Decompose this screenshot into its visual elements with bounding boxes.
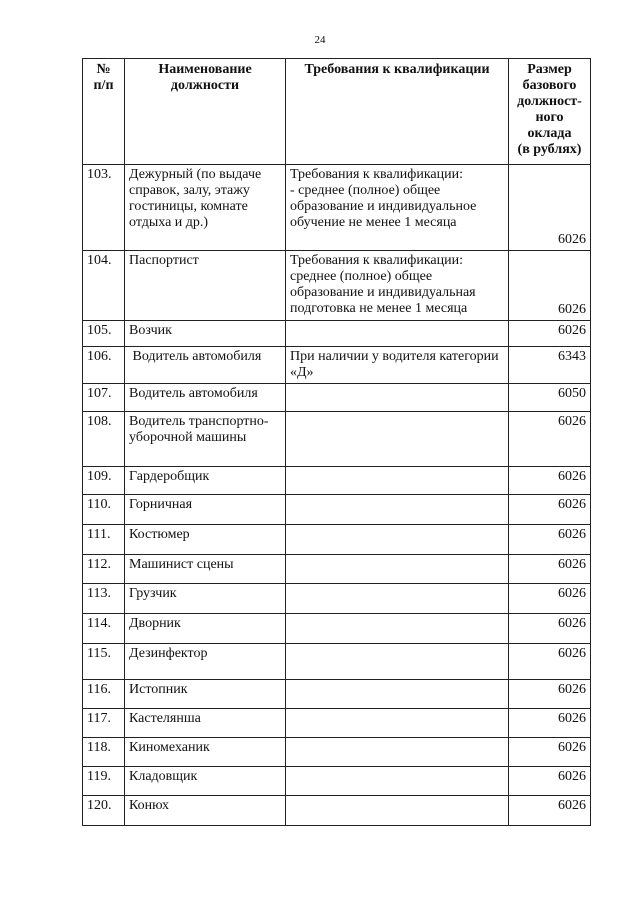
row-name: Горничная xyxy=(125,495,286,525)
row-name: Паспортист xyxy=(125,251,286,321)
row-name: Дежурный (по выдаче справок, залу, этажу гостиницы, комнате отдыха и др.) xyxy=(125,165,286,251)
row-num: 118. xyxy=(83,738,125,767)
positions-table xyxy=(82,58,591,826)
row-name: Конюх xyxy=(125,796,286,826)
table-row xyxy=(83,525,591,555)
header-num: № п/п xyxy=(83,59,125,165)
row-salary: 6026 xyxy=(509,412,591,467)
row-num: 105. xyxy=(83,321,125,347)
header-salary: Размер базового должност- ного оклада (в рублях) xyxy=(509,59,591,165)
table-row xyxy=(83,412,591,467)
row-num: 114. xyxy=(83,614,125,644)
row-num: 117. xyxy=(83,709,125,738)
header-name: Наименование должности xyxy=(125,59,286,165)
row-requirements xyxy=(286,738,509,767)
row-num: 104. xyxy=(83,251,125,321)
page-number: 24 xyxy=(314,34,326,46)
row-salary: 6026 xyxy=(509,614,591,644)
table-row xyxy=(83,796,591,826)
row-salary: 6026 xyxy=(509,680,591,709)
row-num: 111. xyxy=(83,525,125,555)
table-row xyxy=(83,644,591,680)
row-salary: 6026 xyxy=(509,467,591,495)
row-name: Костюмер xyxy=(125,525,286,555)
table-row xyxy=(83,467,591,495)
row-salary: 6026 xyxy=(509,321,591,347)
table-row xyxy=(83,614,591,644)
row-requirements xyxy=(286,709,509,738)
table-row xyxy=(83,584,591,614)
row-requirements xyxy=(286,680,509,709)
row-name: Истопник xyxy=(125,680,286,709)
row-num: 103. xyxy=(83,165,125,251)
row-num: 115. xyxy=(83,644,125,680)
row-name: Кастелянша xyxy=(125,709,286,738)
row-salary: 6026 xyxy=(509,584,591,614)
table-row xyxy=(83,680,591,709)
row-salary: 6026 xyxy=(509,165,591,251)
row-name: Водитель автомобиля xyxy=(125,347,286,384)
table-row xyxy=(83,738,591,767)
row-name: Машинист сцены xyxy=(125,555,286,584)
row-requirements: Требования к квалификации: - среднее (полное) общее образование и индивидуальное обучение не менее 1 месяца xyxy=(286,165,509,251)
row-salary: 6026 xyxy=(509,796,591,826)
row-num: 116. xyxy=(83,680,125,709)
row-requirements xyxy=(286,321,509,347)
table-row xyxy=(83,709,591,738)
row-requirements xyxy=(286,412,509,467)
row-requirements xyxy=(286,555,509,584)
table-header-row xyxy=(83,59,591,165)
table-row xyxy=(83,767,591,796)
row-salary: 6026 xyxy=(509,738,591,767)
row-requirements xyxy=(286,767,509,796)
table-row xyxy=(83,321,591,347)
row-requirements xyxy=(286,525,509,555)
row-requirements xyxy=(286,614,509,644)
row-name: Кладовщик xyxy=(125,767,286,796)
row-num: 107. xyxy=(83,384,125,412)
row-salary: 6026 xyxy=(509,525,591,555)
row-num: 120. xyxy=(83,796,125,826)
row-salary: 6026 xyxy=(509,767,591,796)
table-row xyxy=(83,251,591,321)
row-requirements xyxy=(286,796,509,826)
row-name: Водитель автомобиля xyxy=(125,384,286,412)
table-row xyxy=(83,347,591,384)
row-name: Киномеханик xyxy=(125,738,286,767)
row-num: 119. xyxy=(83,767,125,796)
row-name: Водитель транспортно-уборочной машины xyxy=(125,412,286,467)
row-requirements: При наличии у водителя категории «Д» xyxy=(286,347,509,384)
row-salary: 6050 xyxy=(509,384,591,412)
row-requirements xyxy=(286,384,509,412)
table-row xyxy=(83,495,591,525)
row-num: 110. xyxy=(83,495,125,525)
row-requirements xyxy=(286,644,509,680)
table-row xyxy=(83,384,591,412)
row-requirements: Требования к квалификации: среднее (полное) общее образование и индивидуальная подготовка не менее 1 месяца xyxy=(286,251,509,321)
row-salary: 6026 xyxy=(509,251,591,321)
row-salary: 6343 xyxy=(509,347,591,384)
row-num: 109. xyxy=(83,467,125,495)
table-row xyxy=(83,555,591,584)
row-salary: 6026 xyxy=(509,644,591,680)
row-num: 108. xyxy=(83,412,125,467)
row-num: 113. xyxy=(83,584,125,614)
row-requirements xyxy=(286,584,509,614)
row-salary: 6026 xyxy=(509,495,591,525)
row-num: 106. xyxy=(83,347,125,384)
table-row xyxy=(83,165,591,251)
row-name: Дезинфектор xyxy=(125,644,286,680)
row-salary: 6026 xyxy=(509,709,591,738)
row-requirements xyxy=(286,495,509,525)
row-requirements xyxy=(286,467,509,495)
row-num: 112. xyxy=(83,555,125,584)
row-name: Грузчик xyxy=(125,584,286,614)
row-name: Дворник xyxy=(125,614,286,644)
row-name: Гардеробщик xyxy=(125,467,286,495)
row-salary: 6026 xyxy=(509,555,591,584)
row-name: Возчик xyxy=(125,321,286,347)
header-requirements: Требования к квалификации xyxy=(286,59,509,165)
